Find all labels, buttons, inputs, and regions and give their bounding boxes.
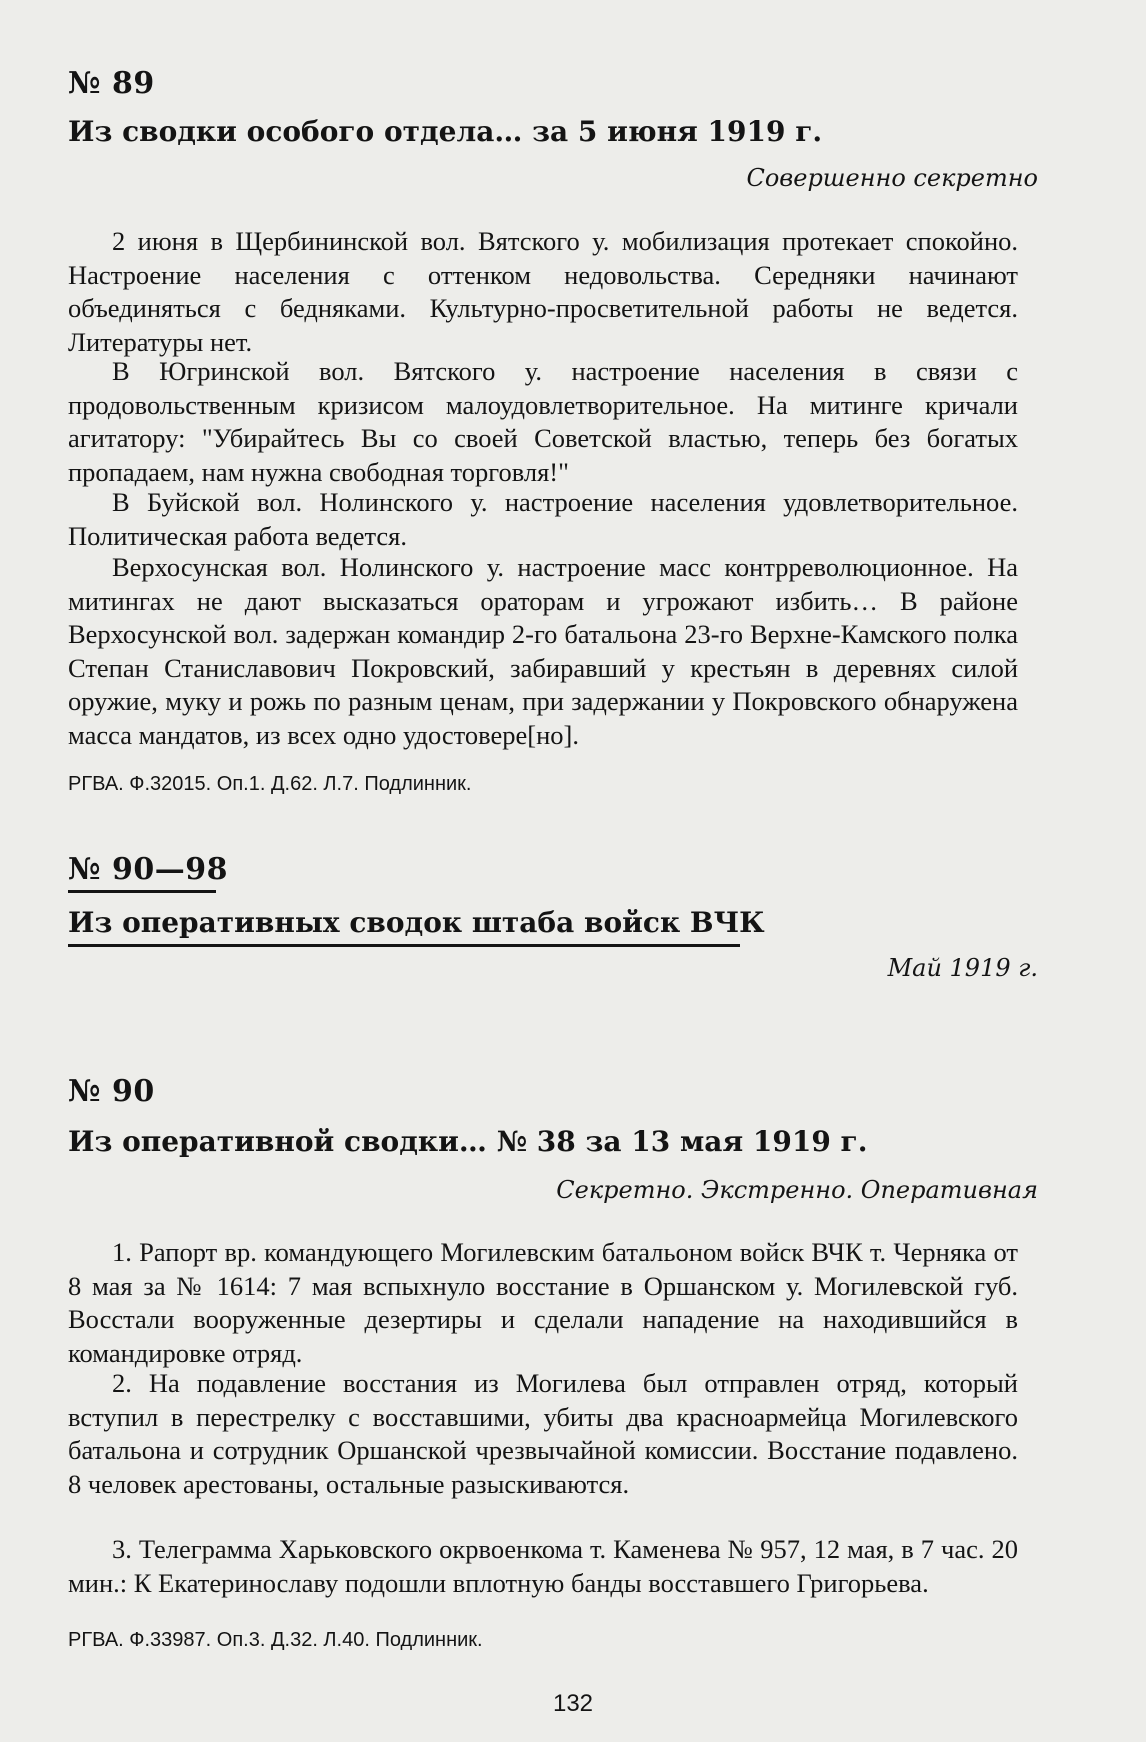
section-number-underline: [68, 890, 216, 893]
doc90-paragraph-3: 3. Телеграмма Харьковского окрвоенкома т. Каменева № 957, 12 мая, в 7 час. 20 мин.: К Екатеринославу подошли вплотную банды восставшего Григорьева.: [68, 1534, 1018, 1598]
page-number: 132: [552, 1690, 594, 1717]
doc89-title: Из сводки особого отдела… за 5 июня 1919 г.: [68, 115, 823, 148]
doc89-number: № 89: [68, 66, 155, 101]
doc89-paragraph-2: В Югринской вол. Вятского у. настроение населения в связи с продовольственным кризисом малоудовлетворительное. На митинге кричали агитатору: "Убирайтесь Вы со своей Советской властью, теперь без богатых пропадаем, нам нужна свободная торговля!": [68, 356, 1018, 487]
section-title: Из оперативных сводок штаба войск ВЧК: [68, 906, 765, 939]
doc90-number: № 90: [68, 1074, 155, 1109]
doc89-classification: Совершенно секретно: [746, 164, 1038, 192]
doc90-paragraph-2: 2. На подавление восстания из Могилева был отправлен отряд, который вступил в перестрелку с восставшими, убиты два красноармейца Могилевского батальона и сотрудник Оршанской чрезвычайной комиссии. Восстание подавлено. 8 человек арестованы, остальные разыскиваются.: [68, 1368, 1018, 1499]
section-title-underline: [68, 944, 740, 947]
doc89-paragraph-4: Верхосунская вол. Нолинского у. настроение масс контрреволюционное. На митингах не дают высказаться ораторам и угрожают избить… В районе Верхосунской вол. задержан командир 2-го батальона 23-го Верхне-Камского полка Степан Станиславович Покровский, забиравший у крестьян в деревнях силой оружие, муку и рожь по разным ценам, при задержании у Покровского обнаружена масса мандатов, из всех одно удостовере[но].: [68, 552, 1018, 750]
doc90-classification: Секретно. Экстренно. Оперативная: [556, 1176, 1038, 1204]
section-number: № 90—98: [68, 852, 229, 887]
doc89-paragraph-1: 2 июня в Щербининской вол. Вятского у. мобилизация протекает спокойно. Настроение населения с оттенком недовольства. Середняки начинают объединяться с бедняками. Культурно-просветительной работы не ведется. Литературы нет.: [68, 226, 1018, 357]
doc89-paragraph-3: В Буйской вол. Нолинского у. настроение населения удовлетворительное. Политическая работа ведется.: [68, 487, 1018, 551]
doc90-title: Из оперативной сводки… № 38 за 13 мая 1919 г.: [68, 1125, 868, 1158]
doc90-source: РГВА. Ф.33987. Оп.3. Д.32. Л.40. Подлинник.: [68, 1629, 483, 1651]
section-date: Май 1919 г.: [887, 954, 1038, 982]
doc89-source: РГВА. Ф.32015. Оп.1. Д.62. Л.7. Подлинник.: [68, 773, 472, 795]
doc90-paragraph-1: 1. Рапорт вр. командующего Могилевским батальоном войск ВЧК т. Черняка от 8 мая за № 1614: 7 мая вспыхнуло восстание в Оршанском у. Могилевской губ. Восстали вооруженные дезертиры и сделали нападение на находившийся в командировке отряд.: [68, 1237, 1018, 1368]
